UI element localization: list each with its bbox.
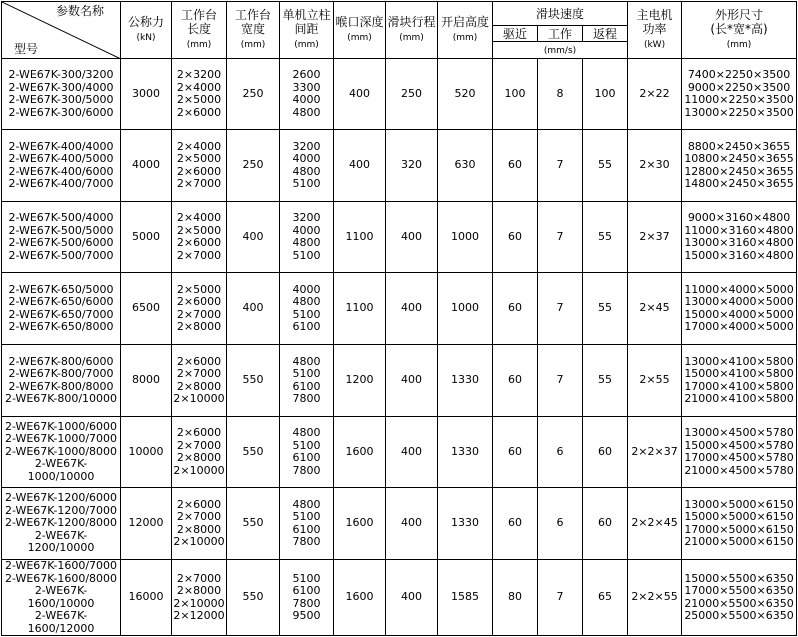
motor-header: 主电机 功率 (kW) <box>628 2 682 59</box>
table-width-cell: 250 <box>227 59 280 130</box>
table-row <box>2 560 797 636</box>
size-cell: 13000×5000×6150 15000×5000×6150 17000×5000×6150 21000×5000×6150 <box>682 488 797 560</box>
throat-depth-cell: 1100 <box>334 202 386 273</box>
table-length-cell: 2×3200 2×4000 2×5000 2×6000 <box>172 59 227 130</box>
table-row <box>2 417 797 488</box>
motor-cell: 2×30 <box>628 130 682 202</box>
open-height-cell: 1000 <box>438 202 493 273</box>
speed-approach-cell: 60 <box>493 417 538 488</box>
speed-work-cell: 7 <box>538 345 583 417</box>
spec-table <box>1 1 797 636</box>
speed-work-cell: 7 <box>538 273 583 345</box>
force-cell: 4000 <box>121 130 172 202</box>
model-cell: 2-WE67K-300/3200 2-WE67K-300/4000 2-WE67K-300/5000 2-WE67K-300/6000 <box>2 59 121 130</box>
force-cell: 6500 <box>121 273 172 345</box>
table-row <box>2 488 797 560</box>
speed-approach-cell: 100 <box>493 59 538 130</box>
table-width-cell: 400 <box>227 202 280 273</box>
motor-cell: 2×37 <box>628 202 682 273</box>
column-distance-cell: 4800 5100 6100 7800 <box>280 417 334 488</box>
speed-work-cell: 7 <box>538 202 583 273</box>
speed-return-cell: 60 <box>583 417 628 488</box>
force-cell: 8000 <box>121 345 172 417</box>
force-cell: 16000 <box>121 560 172 636</box>
stroke-cell: 400 <box>386 345 438 417</box>
table-width-cell: 550 <box>227 345 280 417</box>
stroke-cell: 400 <box>386 202 438 273</box>
size-cell: 13000×4100×5800 15000×4100×5800 17000×4100×5800 21000×4100×5800 <box>682 345 797 417</box>
speed-approach-cell: 60 <box>493 202 538 273</box>
table-length-cell: 2×6000 2×7000 2×8000 2×10000 <box>172 488 227 560</box>
table-length-header: 工作台 长度 (mm) <box>172 2 227 59</box>
force-header: 公称力 (kN) <box>121 2 172 59</box>
motor-cell: 2×45 <box>628 273 682 345</box>
motor-cell: 2×2×45 <box>628 488 682 560</box>
throat-depth-cell: 400 <box>334 59 386 130</box>
throat-depth-cell: 1600 <box>334 488 386 560</box>
speed-return-cell: 55 <box>583 130 628 202</box>
open-height-cell: 1330 <box>438 488 493 560</box>
speed-work-cell: 7 <box>538 560 583 636</box>
model-cell: 2-WE67K-1600/7000 2-WE67K-1600/8000 2-WE67K-1600/10000 2-WE67K-1600/12000 <box>2 560 121 636</box>
table-row <box>2 345 797 417</box>
throat-depth-cell: 1600 <box>334 417 386 488</box>
table-width-header: 工作台 宽度 (mm) <box>227 2 280 59</box>
size-cell: 11000×4000×5000 13000×4000×5000 15000×4000×5000 17000×4000×5000 <box>682 273 797 345</box>
column-distance-cell: 4000 4800 5100 6100 <box>280 273 334 345</box>
throat-depth-cell: 1600 <box>334 560 386 636</box>
column-distance-cell: 3200 4000 4800 5100 <box>280 130 334 202</box>
speed-work-header: 工作 <box>538 26 583 42</box>
model-cell: 2-WE67K-500/4000 2-WE67K-500/5000 2-WE67K-500/6000 2-WE67K-500/7000 <box>2 202 121 273</box>
stroke-cell: 400 <box>386 560 438 636</box>
speed-work-cell: 6 <box>538 488 583 560</box>
column-distance-header: 单机立柱 间距 (mm) <box>280 2 334 59</box>
speed-approach-cell: 60 <box>493 345 538 417</box>
speed-approach-cell: 60 <box>493 273 538 345</box>
force-cell: 5000 <box>121 202 172 273</box>
column-distance-cell: 5100 6100 7800 9500 <box>280 560 334 636</box>
throat-depth-cell: 1200 <box>334 345 386 417</box>
force-cell: 3000 <box>121 59 172 130</box>
table-width-cell: 550 <box>227 417 280 488</box>
table-length-cell: 2×4000 2×5000 2×6000 2×7000 <box>172 130 227 202</box>
throat-depth-cell: 400 <box>334 130 386 202</box>
speed-work-cell: 6 <box>538 417 583 488</box>
size-cell: 9000×3160×4800 11000×3160×4800 13000×3160×4800 15000×3160×4800 <box>682 202 797 273</box>
size-cell: 8800×2450×3655 10800×2450×3655 12800×2450×3655 14800×2450×3655 <box>682 130 797 202</box>
speed-approach-cell: 60 <box>493 130 538 202</box>
model-cell: 2-WE67K-1000/6000 2-WE67K-1000/7000 2-WE67K-1000/8000 2-WE67K-1000/10000 <box>2 417 121 488</box>
table-width-cell: 550 <box>227 488 280 560</box>
motor-cell: 2×55 <box>628 345 682 417</box>
table-length-cell: 2×7000 2×8000 2×10000 2×12000 <box>172 560 227 636</box>
open-height-cell: 1000 <box>438 273 493 345</box>
speed-approach-header: 驱近 <box>493 26 538 42</box>
table-width-cell: 550 <box>227 560 280 636</box>
motor-cell: 2×2×37 <box>628 417 682 488</box>
table-width-cell: 250 <box>227 130 280 202</box>
stroke-header: 滑块行程 (mm) <box>386 2 438 59</box>
speed-return-cell: 65 <box>583 560 628 636</box>
speed-approach-cell: 60 <box>493 488 538 560</box>
model-cell: 2-WE67K-400/4000 2-WE67K-400/5000 2-WE67K-400/6000 2-WE67K-400/7000 <box>2 130 121 202</box>
table-length-cell: 2×6000 2×7000 2×8000 2×10000 <box>172 417 227 488</box>
size-cell: 13000×4500×5780 15000×4500×5780 17000×4500×5780 21000×4500×5780 <box>682 417 797 488</box>
speed-return-header: 返程 <box>583 26 628 42</box>
speed-work-cell: 8 <box>538 59 583 130</box>
size-cell: 15000×5500×6350 17000×5500×6350 21000×5500×6350 25000×5500×6350 <box>682 560 797 636</box>
open-height-header: 开启高度 (mm) <box>438 2 493 59</box>
stroke-cell: 400 <box>386 417 438 488</box>
stroke-cell: 400 <box>386 488 438 560</box>
table-row <box>2 273 797 345</box>
speed-work-cell: 7 <box>538 130 583 202</box>
size-header: 外形尺寸 (长*宽*高) (mm) <box>682 2 797 59</box>
open-height-cell: 520 <box>438 59 493 130</box>
stroke-cell: 400 <box>386 273 438 345</box>
throat-depth-cell: 1100 <box>334 273 386 345</box>
column-distance-cell: 4800 5100 6100 7800 <box>280 345 334 417</box>
table-length-cell: 2×5000 2×6000 2×7000 2×8000 <box>172 273 227 345</box>
stroke-cell: 320 <box>386 130 438 202</box>
param-model-header <box>2 2 121 59</box>
open-height-cell: 1585 <box>438 560 493 636</box>
force-cell: 10000 <box>121 417 172 488</box>
model-label: 型号 <box>14 42 39 56</box>
column-distance-cell: 4800 5100 6100 7800 <box>280 488 334 560</box>
speed-return-cell: 55 <box>583 273 628 345</box>
table-length-cell: 2×6000 2×7000 2×8000 2×10000 <box>172 345 227 417</box>
size-cell: 7400×2250×3500 9000×2250×3500 11000×2250×3500 13000×2250×3500 <box>682 59 797 130</box>
model-cell: 2-WE67K-1200/6000 2-WE67K-1200/7000 2-WE67K-1200/8000 2-WE67K-1200/10000 <box>2 488 121 560</box>
table-width-cell: 400 <box>227 273 280 345</box>
open-height-cell: 1330 <box>438 417 493 488</box>
speed-unit: (mm/s) <box>493 42 628 59</box>
throat-depth-header: 喉口深度 (mm) <box>334 2 386 59</box>
speed-approach-cell: 80 <box>493 560 538 636</box>
speed-return-cell: 60 <box>583 488 628 560</box>
table-length-cell: 2×4000 2×5000 2×6000 2×7000 <box>172 202 227 273</box>
speed-header: 滑块速度 <box>493 2 628 26</box>
column-distance-cell: 3200 4000 4800 5100 <box>280 202 334 273</box>
table-row <box>2 59 797 130</box>
speed-return-cell: 55 <box>583 202 628 273</box>
speed-return-cell: 55 <box>583 345 628 417</box>
speed-return-cell: 100 <box>583 59 628 130</box>
model-cell: 2-WE67K-800/6000 2-WE67K-800/7000 2-WE67K-800/8000 2-WE67K-800/10000 <box>2 345 121 417</box>
spec-body <box>2 59 797 636</box>
table-row <box>2 130 797 202</box>
motor-cell: 2×2×55 <box>628 560 682 636</box>
table-row <box>2 202 797 273</box>
force-cell: 12000 <box>121 488 172 560</box>
open-height-cell: 630 <box>438 130 493 202</box>
open-height-cell: 1330 <box>438 345 493 417</box>
param-name-label: 参数名称 <box>55 4 104 18</box>
column-distance-cell: 2600 3300 4000 4800 <box>280 59 334 130</box>
model-cell: 2-WE67K-650/5000 2-WE67K-650/6000 2-WE67K-650/7000 2-WE67K-650/8000 <box>2 273 121 345</box>
motor-cell: 2×22 <box>628 59 682 130</box>
stroke-cell: 250 <box>386 59 438 130</box>
